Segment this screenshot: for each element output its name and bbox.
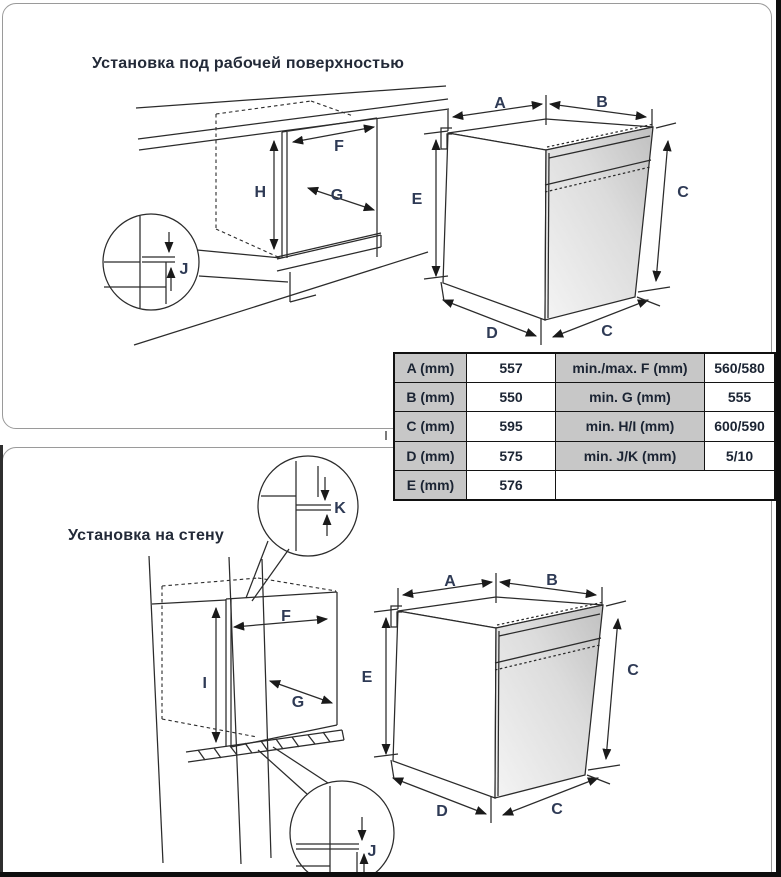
magnifier-leader: [252, 549, 289, 601]
table-row: [394, 412, 775, 441]
magnifier-leader: [258, 750, 307, 794]
dim-label-k: K: [334, 500, 346, 517]
cell-c-label: C (mm): [394, 412, 467, 441]
cell-f-label: min./max. F (mm): [556, 353, 705, 383]
dim-arrow-g-group: [308, 187, 374, 210]
dim-arrow-f-group: [234, 608, 327, 627]
dim-label-i: I: [202, 675, 207, 692]
oven-drawing-bottom: [362, 572, 640, 823]
cell-jk-value: 5/10: [705, 441, 776, 470]
wall-lines: [149, 556, 271, 864]
cell-d-label: D (mm): [394, 441, 467, 470]
magnifier-leader: [246, 541, 268, 598]
dim-label-g: G: [330, 187, 344, 204]
cell-a-label: A (mm): [394, 353, 467, 383]
cell-a-value: 557: [467, 353, 556, 383]
oven-drawing-top: [412, 94, 690, 345]
shelf-board: [186, 730, 344, 762]
cell-e-label: E (mm): [394, 470, 467, 500]
cell-hi-value: 600/590: [705, 412, 776, 441]
magnifier-leader: [197, 250, 281, 258]
table-row: [394, 441, 775, 470]
detail-circle-j-top: [103, 214, 288, 310]
section-title-wall-mount: Установка на стену: [68, 527, 225, 544]
cell-e-value: 576: [467, 470, 556, 500]
cell-b-label: B (mm): [394, 383, 467, 412]
dimensions-table: [393, 352, 776, 501]
dim-label-f: F: [281, 608, 291, 625]
table-row: [394, 353, 775, 383]
detail-circle-j-bottom: [258, 747, 394, 877]
wall-mount-drawing: [0, 440, 781, 877]
cabinet-niche-outline: [277, 118, 381, 302]
cell-hi-label: min. H/I (mm): [556, 412, 705, 441]
magnifier-leader: [273, 747, 328, 783]
table-row: [394, 383, 775, 412]
scan-edge-left: [0, 445, 3, 872]
dim-label-j: J: [179, 261, 189, 278]
dim-label-j: J: [367, 843, 377, 860]
dim-label-g: G: [291, 694, 305, 711]
floor-line: [134, 252, 428, 345]
scan-edge-right: [776, 0, 781, 877]
magnifier-leader: [199, 276, 288, 282]
cell-empty: [556, 470, 776, 500]
cell-jk-label: min. J/K (mm): [556, 441, 705, 470]
dim-arrow-h-group: [254, 141, 274, 249]
dim-arrow-i-group: [203, 608, 216, 742]
cell-b-value: 550: [467, 383, 556, 412]
worktop-lines: [136, 86, 449, 150]
cell-g-value: 555: [705, 383, 776, 412]
dim-label-h: H: [254, 184, 266, 201]
scan-edge-bottom: [0, 872, 781, 877]
dim-arrow-f-group: [293, 127, 374, 155]
section-title-under-worktop: Установка под рабочей поверхностью: [92, 55, 405, 72]
cell-c-value: 595: [467, 412, 556, 441]
dim-arrow-g-group: [270, 681, 332, 711]
dim-label-f: F: [334, 138, 344, 155]
cell-f-value: 560/580: [705, 353, 776, 383]
table-row: [394, 470, 775, 500]
cell-g-label: min. G (mm): [556, 383, 705, 412]
cell-d-value: 575: [467, 441, 556, 470]
